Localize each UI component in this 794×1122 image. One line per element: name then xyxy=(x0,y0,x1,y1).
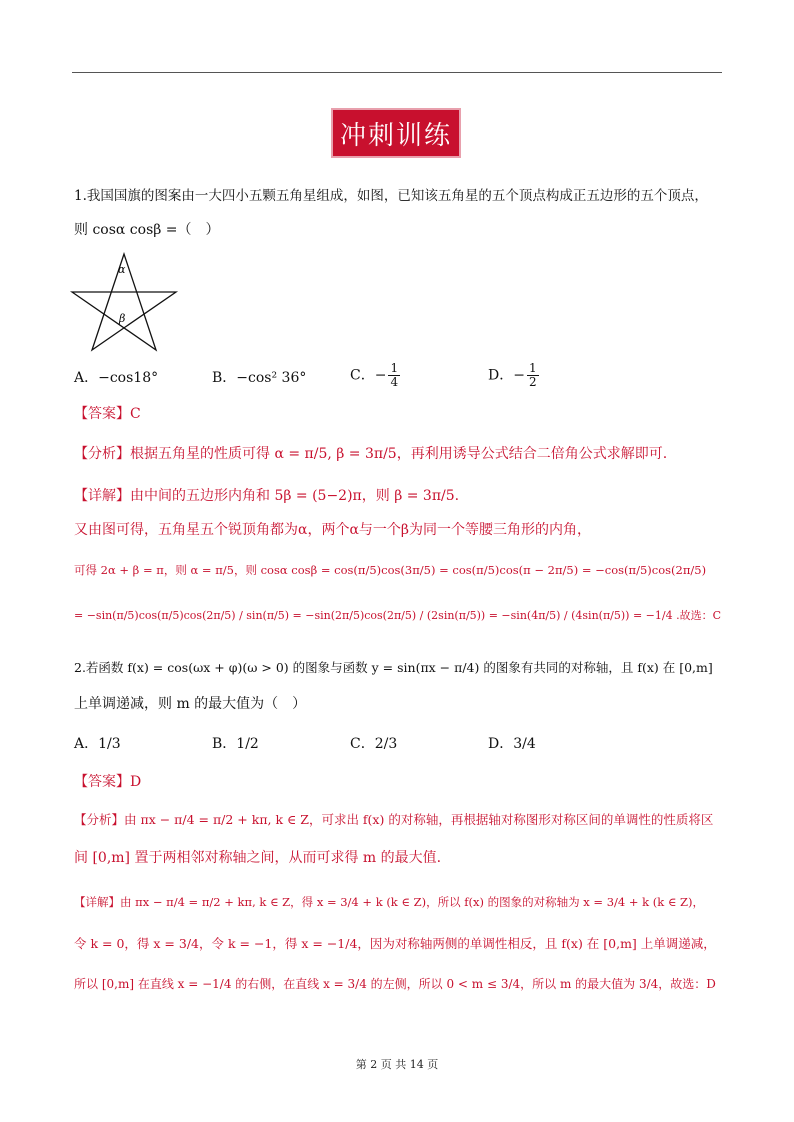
q2-detail-2: 令 k = 0，得 x = 3/4，令 k = −1，得 x = −1/4，因为对称轴两侧的单调性相反，且 f(x) 在 [0,m] 上单调递减， xyxy=(74,936,716,951)
section-banner: 冲刺训练 xyxy=(331,108,461,158)
q2-analysis-1: 【分析】由 πx − π/4 = π/2 + kπ, k ∈ Z，可求出 f(x) 的对称轴，再根据轴对称图形对称区间的单调性的性质将区 xyxy=(74,812,714,827)
q2-option-a: A．1/3 xyxy=(74,736,121,752)
q2-detail-1: 【详解】由 πx − π/4 = π/2 + kπ, k ∈ Z，得 x = 3/4 + k (k ∈ Z)，所以 f(x) 的图象的对称轴为 x = 3/4 + k (k ∈ Z)， xyxy=(74,895,705,909)
alpha-label: α xyxy=(118,263,126,276)
q1-option-c: C．− $\frac{1}{4}$ xyxy=(350,361,399,389)
q1-stem-line1: 1.我国国旗的图案由一大四小五颗五角星组成，如图，已知该五角星的五个顶点构成正五边形的五个顶点， xyxy=(74,188,708,204)
page-footer: 第 2 页 共 14 页 xyxy=(355,1058,439,1071)
q2-stem-line2: 上单调递减，则 m 的最大值为（ ） xyxy=(74,696,307,712)
q1-option-c-label: C．− xyxy=(350,367,387,384)
header-rule xyxy=(72,72,722,73)
q1-option-d-label: D．− xyxy=(488,367,525,384)
q1-detail-2: 又由图可得，五角星五个锐顶角都为α，两个α与一个β为同一个等腰三角形的内角， xyxy=(74,522,591,538)
q2-option-c: C．2/3 xyxy=(350,736,398,752)
q2-analysis-2: 间 [0,m] 置于两相邻对称轴之间，从而可求得 m 的最大值. xyxy=(74,850,442,866)
pentagram-figure xyxy=(70,252,180,356)
q1-option-d: D．− $\frac{1}{2}$ xyxy=(488,361,537,389)
q1-analysis: 【分析】根据五角星的性质可得 α = π/5, β = 3π/5，再利用诱导公式结合二倍角公式求解即可. xyxy=(74,446,668,462)
q1-detail-1: 【详解】由中间的五边形内角和 5β = (5−2)π，则 β = 3π/5. xyxy=(74,488,460,504)
q2-stem-line1: 2.若函数 f(x) = cos(ωx + φ)(ω > 0) 的图象与函数 y = sin(πx − π/4) 的图象有共同的对称轴，且 f(x) 在 [0,m] xyxy=(74,660,713,675)
q2-option-b: B．1/2 xyxy=(212,736,259,752)
q2-option-d: D．3/4 xyxy=(488,736,536,752)
q1-stem-line2: 则 cosα cosβ =（ ） xyxy=(74,222,220,238)
q1-option-b: B．−cos² 36° xyxy=(212,370,307,386)
q1-detail-4: = −sin(π/5)cos(π/5)cos(2π/5) / sin(π/5) = −sin(2π/5)cos(2π/5) / (2sin(π/5)) = −sin(4π/5) / (4sin(π/5)) = −1/4 .故选：C xyxy=(74,609,722,622)
q2-detail-3: 所以 [0,m] 在直线 x = −1/4 的右侧，在直线 x = 3/4 的左侧，所以 0 < m ≤ 3/4，所以 m 的最大值为 3/4，故选：D xyxy=(74,977,716,991)
q2-answer: 【答案】D xyxy=(74,774,142,790)
q1-detail-3: 可得 2α + β = π，则 α = π/5，则 cosα cosβ = cos(π/5)cos(3π/5) = cos(π/5)cos(π − 2π/5) = −cos(π/5)cos(2π/5) xyxy=(74,563,707,577)
q1-answer: 【答案】C xyxy=(74,406,141,422)
beta-label: β xyxy=(119,312,126,325)
q1-option-a: A．−cos18° xyxy=(74,370,159,386)
